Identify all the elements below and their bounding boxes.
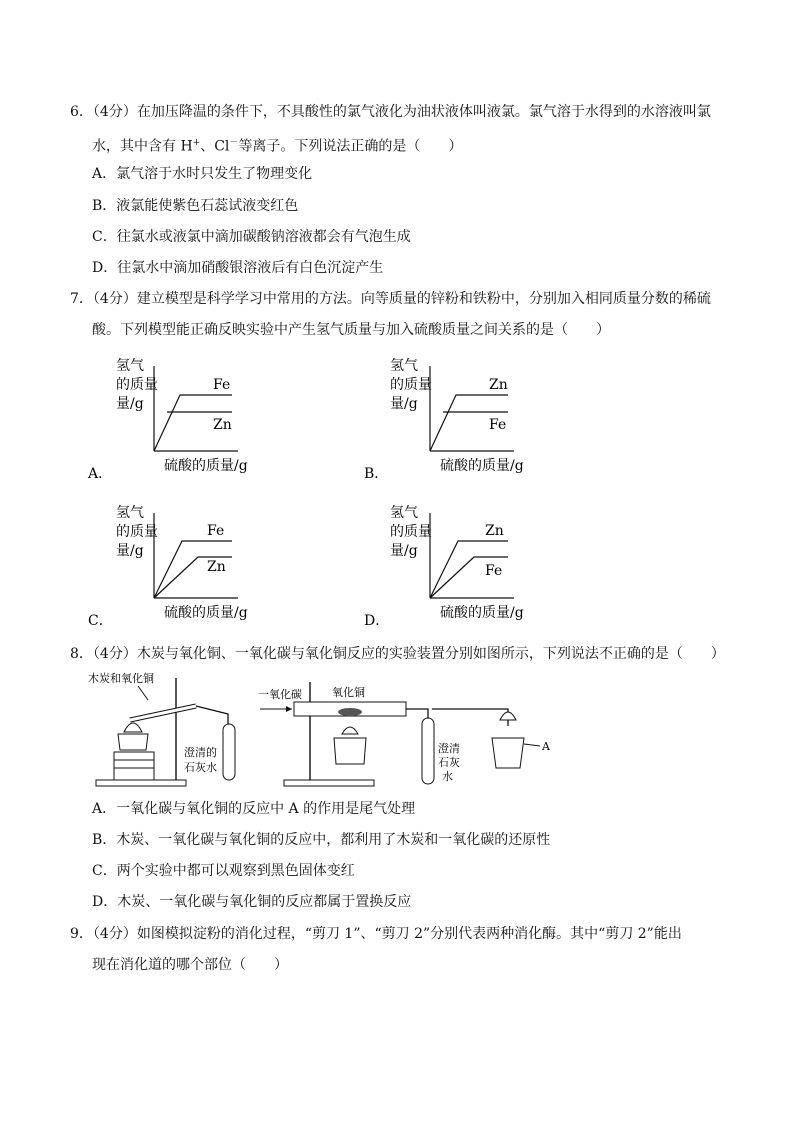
a-pointer xyxy=(524,744,540,746)
h-plus-charge: + xyxy=(192,138,201,148)
graph-b[interactable] xyxy=(364,356,564,490)
upper-label: Zn xyxy=(485,523,504,539)
co-label: 一氧化碳 xyxy=(258,688,302,701)
q8-number: 8．（4分） xyxy=(70,646,137,662)
q8-option-d[interactable]: D．木炭、一氧化碳与氧化铜的反应都属于置换反应 xyxy=(92,894,412,910)
q9-line1 xyxy=(70,925,682,943)
co-arrow-head xyxy=(286,706,292,712)
q8-option-b[interactable]: B．木炭、一氧化碳与氧化铜的反应中，都利用了木炭和一氧化碳的还原性 xyxy=(92,832,551,848)
option-letter: C． xyxy=(88,613,113,629)
graph-c[interactable] xyxy=(88,503,288,637)
x-label: 硫酸的质量/g xyxy=(440,605,524,621)
lower-label: Fe xyxy=(485,563,503,579)
lower-label: Zn xyxy=(207,559,226,575)
q7-line1 xyxy=(70,290,711,308)
q6-option-c[interactable]: C．往氯水或液氯中滴加碳酸钠溶液都会有气泡生成 xyxy=(92,229,411,245)
q8-line1 xyxy=(70,645,725,663)
lower-label: Fe xyxy=(489,417,507,433)
q6-number: 6．（4分） xyxy=(70,104,137,120)
q9-number: 9．（4分） xyxy=(70,926,137,942)
q6-option-b[interactable]: B．液氯能使紫色石蕊试液变红色 xyxy=(92,198,299,214)
q6-line2 xyxy=(92,134,732,156)
y-label-1: 氢气 xyxy=(116,358,144,374)
right-burner xyxy=(334,738,366,764)
exhaust-tube xyxy=(432,709,508,726)
left-test-tube xyxy=(223,724,235,780)
q8-option-a[interactable]: A．一氧化碳与氧化铜的反应中 A 的作用是尾气处理 xyxy=(92,801,416,817)
cuo-sample xyxy=(338,708,362,716)
a-label: A xyxy=(542,740,550,753)
y-label-2: 的质量 xyxy=(116,524,158,540)
right-stand-base xyxy=(284,780,374,786)
y-label-3: 量/g xyxy=(390,396,418,412)
q9-stem-1: 如图模拟淀粉的消化过程，“剪刀 1”、“剪刀 2”分别代表两种消化酶。其中“剪刀 2”能出 xyxy=(136,926,682,942)
q6-stem-2b: 、Cl xyxy=(200,138,230,155)
y-label-3: 量/g xyxy=(390,543,418,559)
graph-a[interactable] xyxy=(88,356,288,490)
left-arrow xyxy=(138,686,148,700)
cuo-label: 氧化铜 xyxy=(332,686,365,699)
y-label-3: 量/g xyxy=(116,396,144,412)
y-label-2: 的质量 xyxy=(116,377,158,393)
y-label-1: 氢气 xyxy=(390,358,418,374)
x-label: 硫酸的质量/g xyxy=(440,458,524,474)
option-letter: B． xyxy=(364,466,389,482)
cl-minus-charge: － xyxy=(229,138,239,148)
left-flame xyxy=(124,723,142,732)
exhaust-burner xyxy=(492,738,524,768)
q7-number: 7．（4分） xyxy=(70,291,137,307)
q6-line1 xyxy=(70,103,711,121)
graph-d[interactable] xyxy=(364,503,564,637)
option-letter: D． xyxy=(364,613,390,629)
lower-label: Zn xyxy=(213,417,232,433)
left-burner xyxy=(118,734,148,750)
left-water-2: 石灰水 xyxy=(184,761,217,774)
q8-apparatus-figure xyxy=(88,668,588,794)
q6-option-d[interactable]: D．往氯水中滴加硝酸银溶液后有白色沉淀产生 xyxy=(92,260,384,276)
left-block xyxy=(114,752,154,780)
q8-stem-1: 木炭与氧化铜、一氧化碳与氧化铜反应的实验装置分别如图所示，下列说法不正确的是（ ） xyxy=(136,646,725,662)
upper-label: Fe xyxy=(213,377,231,393)
right-water-1: 澄清 xyxy=(438,742,460,755)
left-stand-base xyxy=(96,780,186,786)
upper-label: Zn xyxy=(489,377,508,393)
right-test-tube xyxy=(422,718,434,784)
x-label: 硫酸的质量/g xyxy=(164,605,248,621)
q7-stem-1: 建立模型是科学学习中常用的方法。向等质量的锌粉和铁粉中，分别加入相同质量分数的稀硫 xyxy=(136,291,711,307)
q8-option-c[interactable]: C．两个实验中都可以观察到黑色固体变红 xyxy=(92,863,355,879)
left-tube-inner xyxy=(130,706,196,720)
q6-stem-1: 在加压降温的条件下，不具酸性的氯气液化为油状液体叫液氯。氯气溶于水得到的水溶液叫氯 xyxy=(136,104,711,120)
right-flame xyxy=(342,727,358,734)
y-label-2: 的质量 xyxy=(390,377,432,393)
right-water-3: 水 xyxy=(442,770,453,783)
option-letter: A． xyxy=(88,466,113,482)
left-water-1: 澄清的 xyxy=(184,746,217,759)
y-label-3: 量/g xyxy=(116,543,144,559)
right-water-2: 石灰 xyxy=(438,756,460,769)
y-label-2: 的质量 xyxy=(390,524,432,540)
x-label: 硫酸的质量/g xyxy=(164,458,248,474)
upper-label: Fe xyxy=(207,523,225,539)
exhaust-flame xyxy=(500,712,516,720)
y-label-1: 氢气 xyxy=(116,505,144,521)
y-label-1: 氢气 xyxy=(390,505,418,521)
left-label: 木炭和氧化铜 xyxy=(88,672,154,685)
q6-stem-2a: 水，其中含有 H xyxy=(92,138,193,155)
q9-line2: 现在消化道的哪个部位（ ） xyxy=(92,957,288,973)
q6-option-a[interactable]: A．氯气溶于水时只发生了物理变化 xyxy=(92,166,313,182)
q7-line2: 酸。下列模型能正确反映实验中产生氢气质量与加入硫酸质量之间关系的是（ ） xyxy=(92,322,610,338)
q6-stem-2c: 等离子。下列说法正确的是（ ） xyxy=(238,138,463,155)
